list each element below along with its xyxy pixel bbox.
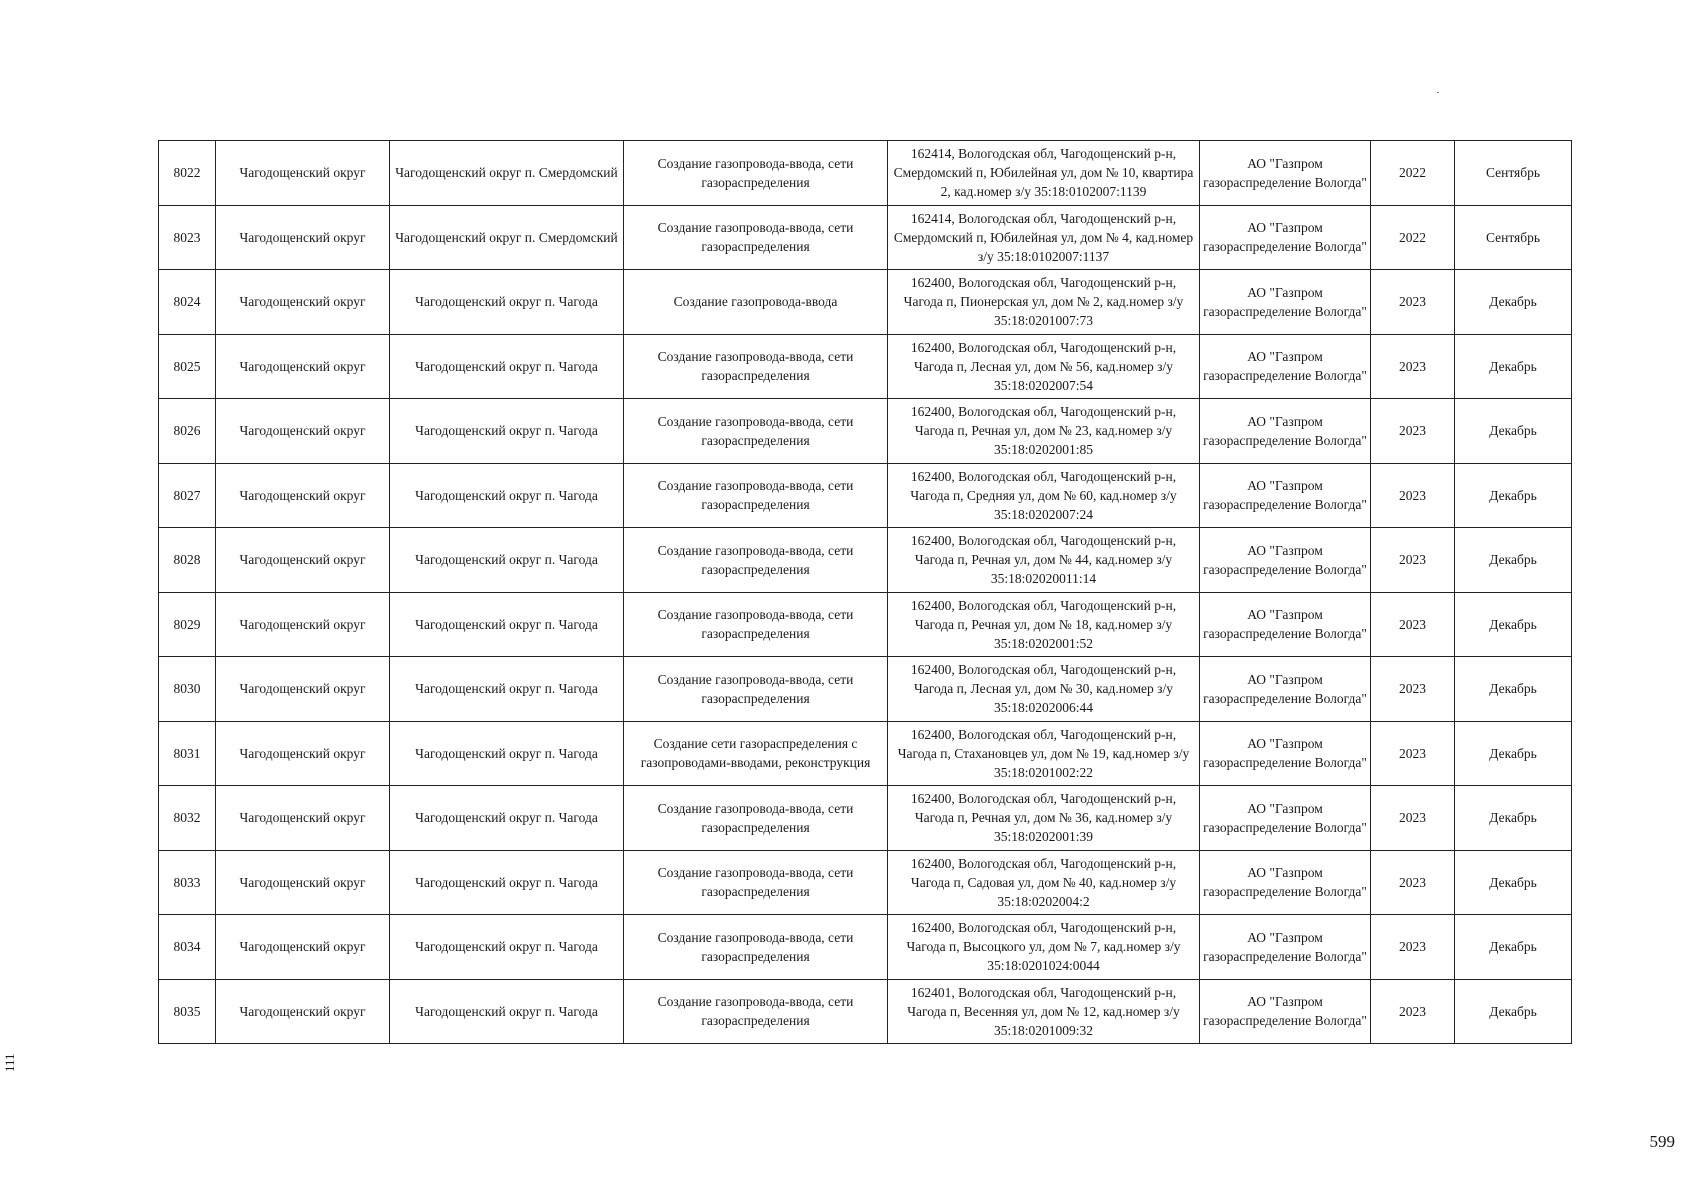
month-cell: Декабрь <box>1455 399 1572 464</box>
work-type-cell: Создание газопровода-ввода, сети газораспределения <box>624 528 888 593</box>
work-type-cell: Создание газопровода-ввода, сети газораспределения <box>624 205 888 270</box>
work-type-cell: Создание газопровода-ввода, сети газораспределения <box>624 592 888 657</box>
locality-cell: Чагодощенский округ п. Смердомский <box>390 141 624 206</box>
table-row <box>159 979 1572 1044</box>
table-row <box>159 528 1572 593</box>
year-cell: 2023 <box>1371 334 1455 399</box>
district-cell: Чагодощенский округ <box>216 657 390 722</box>
locality-cell: Чагодощенский округ п. Чагода <box>390 399 624 464</box>
locality-cell: Чагодощенский округ п. Чагода <box>390 528 624 593</box>
row-number-cell: 8024 <box>159 270 216 335</box>
work-type-cell: Создание газопровода-ввода, сети газораспределения <box>624 915 888 980</box>
organization-cell: АО "Газпром газораспределение Вологда" <box>1200 786 1371 851</box>
district-cell: Чагодощенский округ <box>216 463 390 528</box>
year-cell: 2023 <box>1371 592 1455 657</box>
year-cell: 2023 <box>1371 786 1455 851</box>
organization-cell: АО "Газпром газораспределение Вологда" <box>1200 399 1371 464</box>
scan-speck <box>1437 92 1439 93</box>
table-row <box>159 592 1572 657</box>
month-cell: Декабрь <box>1455 915 1572 980</box>
address-cell: 162400, Вологодская обл, Чагодощенский р-н, Чагода п, Речная ул, дом № 23, кад.номер з/у 35:18:0202001:85 <box>888 399 1200 464</box>
year-cell: 2022 <box>1371 141 1455 206</box>
year-cell: 2023 <box>1371 528 1455 593</box>
organization-cell: АО "Газпром газораспределение Вологда" <box>1200 850 1371 915</box>
year-cell: 2023 <box>1371 979 1455 1044</box>
margin-mark: 111 <box>2 1053 17 1072</box>
organization-cell: АО "Газпром газораспределение Вологда" <box>1200 657 1371 722</box>
organization-cell: АО "Газпром газораспределение Вологда" <box>1200 721 1371 786</box>
organization-cell: АО "Газпром газораспределение Вологда" <box>1200 205 1371 270</box>
month-cell: Декабрь <box>1455 334 1572 399</box>
address-cell: 162400, Вологодская обл, Чагодощенский р-н, Чагода п, Садовая ул, дом № 40, кад.номер з/у 35:18:0202004:2 <box>888 850 1200 915</box>
district-cell: Чагодощенский округ <box>216 270 390 335</box>
month-cell: Сентябрь <box>1455 205 1572 270</box>
gasification-registry-table <box>158 140 1572 1044</box>
locality-cell: Чагодощенский округ п. Чагода <box>390 657 624 722</box>
work-type-cell: Создание газопровода-ввода, сети газораспределения <box>624 463 888 528</box>
row-number-cell: 8029 <box>159 592 216 657</box>
address-cell: 162400, Вологодская обл, Чагодощенский р-н, Чагода п, Стахановцев ул, дом № 19, кад.номер з/у 35:18:0201002:22 <box>888 721 1200 786</box>
address-cell: 162400, Вологодская обл, Чагодощенский р-н, Чагода п, Лесная ул, дом № 56, кад.номер з/у 35:18:0202007:54 <box>888 334 1200 399</box>
district-cell: Чагодощенский округ <box>216 141 390 206</box>
month-cell: Декабрь <box>1455 657 1572 722</box>
row-number-cell: 8026 <box>159 399 216 464</box>
address-cell: 162400, Вологодская обл, Чагодощенский р-н, Чагода п, Высоцкого ул, дом № 7, кад.номер з/у 35:18:0201024:0044 <box>888 915 1200 980</box>
year-cell: 2023 <box>1371 850 1455 915</box>
locality-cell: Чагодощенский округ п. Чагода <box>390 721 624 786</box>
table-row <box>159 399 1572 464</box>
work-type-cell: Создание газопровода-ввода <box>624 270 888 335</box>
locality-cell: Чагодощенский округ п. Чагода <box>390 979 624 1044</box>
organization-cell: АО "Газпром газораспределение Вологда" <box>1200 592 1371 657</box>
district-cell: Чагодощенский округ <box>216 786 390 851</box>
year-cell: 2023 <box>1371 721 1455 786</box>
district-cell: Чагодощенский округ <box>216 528 390 593</box>
month-cell: Декабрь <box>1455 463 1572 528</box>
table-row <box>159 270 1572 335</box>
organization-cell: АО "Газпром газораспределение Вологда" <box>1200 979 1371 1044</box>
address-cell: 162400, Вологодская обл, Чагодощенский р-н, Чагода п, Пионерская ул, дом № 2, кад.номер з/у 35:18:0201007:73 <box>888 270 1200 335</box>
address-cell: 162400, Вологодская обл, Чагодощенский р-н, Чагода п, Речная ул, дом № 44, кад.номер з/у 35:18:02020011:14 <box>888 528 1200 593</box>
address-cell: 162400, Вологодская обл, Чагодощенский р-н, Чагода п, Лесная ул, дом № 30, кад.номер з/у 35:18:0202006:44 <box>888 657 1200 722</box>
month-cell: Декабрь <box>1455 850 1572 915</box>
row-number-cell: 8032 <box>159 786 216 851</box>
table-row <box>159 657 1572 722</box>
district-cell: Чагодощенский округ <box>216 334 390 399</box>
organization-cell: АО "Газпром газораспределение Вологда" <box>1200 528 1371 593</box>
address-cell: 162400, Вологодская обл, Чагодощенский р-н, Чагода п, Речная ул, дом № 36, кад.номер з/у 35:18:0202001:39 <box>888 786 1200 851</box>
month-cell: Декабрь <box>1455 528 1572 593</box>
year-cell: 2023 <box>1371 270 1455 335</box>
year-cell: 2023 <box>1371 657 1455 722</box>
work-type-cell: Создание газопровода-ввода, сети газораспределения <box>624 334 888 399</box>
year-cell: 2022 <box>1371 205 1455 270</box>
year-cell: 2023 <box>1371 463 1455 528</box>
district-cell: Чагодощенский округ <box>216 979 390 1044</box>
organization-cell: АО "Газпром газораспределение Вологда" <box>1200 334 1371 399</box>
organization-cell: АО "Газпром газораспределение Вологда" <box>1200 463 1371 528</box>
work-type-cell: Создание газопровода-ввода, сети газораспределения <box>624 850 888 915</box>
locality-cell: Чагодощенский округ п. Чагода <box>390 463 624 528</box>
work-type-cell: Создание газопровода-ввода, сети газораспределения <box>624 141 888 206</box>
district-cell: Чагодощенский округ <box>216 592 390 657</box>
row-number-cell: 8025 <box>159 334 216 399</box>
address-cell: 162401, Вологодская обл, Чагодощенский р-н, Чагода п, Весенняя ул, дом № 12, кад.номер з/у 35:18:0201009:32 <box>888 979 1200 1044</box>
row-number-cell: 8031 <box>159 721 216 786</box>
month-cell: Декабрь <box>1455 592 1572 657</box>
work-type-cell: Создание сети газораспределения с газопроводами-вводами, реконструкция <box>624 721 888 786</box>
district-cell: Чагодощенский округ <box>216 915 390 980</box>
work-type-cell: Создание газопровода-ввода, сети газораспределения <box>624 399 888 464</box>
month-cell: Сентябрь <box>1455 141 1572 206</box>
row-number-cell: 8027 <box>159 463 216 528</box>
row-number-cell: 8022 <box>159 141 216 206</box>
row-number-cell: 8035 <box>159 979 216 1044</box>
organization-cell: АО "Газпром газораспределение Вологда" <box>1200 270 1371 335</box>
locality-cell: Чагодощенский округ п. Смердомский <box>390 205 624 270</box>
address-cell: 162414, Вологодская обл, Чагодощенский р-н, Смердомский п, Юбилейная ул, дом № 4, кад.номер з/у 35:18:0102007:1137 <box>888 205 1200 270</box>
address-cell: 162400, Вологодская обл, Чагодощенский р-н, Чагода п, Средняя ул, дом № 60, кад.номер з/у 35:18:0202007:24 <box>888 463 1200 528</box>
district-cell: Чагодощенский округ <box>216 399 390 464</box>
address-cell: 162414, Вологодская обл, Чагодощенский р-н, Смердомский п, Юбилейная ул, дом № 10, квартира 2, кад.номер з/у 35:18:0102007:1139 <box>888 141 1200 206</box>
month-cell: Декабрь <box>1455 786 1572 851</box>
table-row <box>159 850 1572 915</box>
locality-cell: Чагодощенский округ п. Чагода <box>390 592 624 657</box>
row-number-cell: 8033 <box>159 850 216 915</box>
table-row <box>159 915 1572 980</box>
month-cell: Декабрь <box>1455 721 1572 786</box>
month-cell: Декабрь <box>1455 979 1572 1044</box>
table-row <box>159 334 1572 399</box>
locality-cell: Чагодощенский округ п. Чагода <box>390 270 624 335</box>
district-cell: Чагодощенский округ <box>216 850 390 915</box>
month-cell: Декабрь <box>1455 270 1572 335</box>
district-cell: Чагодощенский округ <box>216 721 390 786</box>
row-number-cell: 8034 <box>159 915 216 980</box>
work-type-cell: Создание газопровода-ввода, сети газораспределения <box>624 657 888 722</box>
work-type-cell: Создание газопровода-ввода, сети газораспределения <box>624 786 888 851</box>
locality-cell: Чагодощенский округ п. Чагода <box>390 334 624 399</box>
registry-table-body <box>159 141 1572 1044</box>
row-number-cell: 8028 <box>159 528 216 593</box>
table-row <box>159 205 1572 270</box>
organization-cell: АО "Газпром газораспределение Вологда" <box>1200 915 1371 980</box>
locality-cell: Чагодощенский округ п. Чагода <box>390 786 624 851</box>
district-cell: Чагодощенский округ <box>216 205 390 270</box>
work-type-cell: Создание газопровода-ввода, сети газораспределения <box>624 979 888 1044</box>
table-row <box>159 141 1572 206</box>
address-cell: 162400, Вологодская обл, Чагодощенский р-н, Чагода п, Речная ул, дом № 18, кад.номер з/у 35:18:0202001:52 <box>888 592 1200 657</box>
locality-cell: Чагодощенский округ п. Чагода <box>390 850 624 915</box>
table-row <box>159 721 1572 786</box>
year-cell: 2023 <box>1371 399 1455 464</box>
page-number: 599 <box>1649 1132 1675 1151</box>
organization-cell: АО "Газпром газораспределение Вологда" <box>1200 141 1371 206</box>
row-number-cell: 8030 <box>159 657 216 722</box>
table-row <box>159 463 1572 528</box>
locality-cell: Чагодощенский округ п. Чагода <box>390 915 624 980</box>
row-number-cell: 8023 <box>159 205 216 270</box>
year-cell: 2023 <box>1371 915 1455 980</box>
table-row <box>159 786 1572 851</box>
